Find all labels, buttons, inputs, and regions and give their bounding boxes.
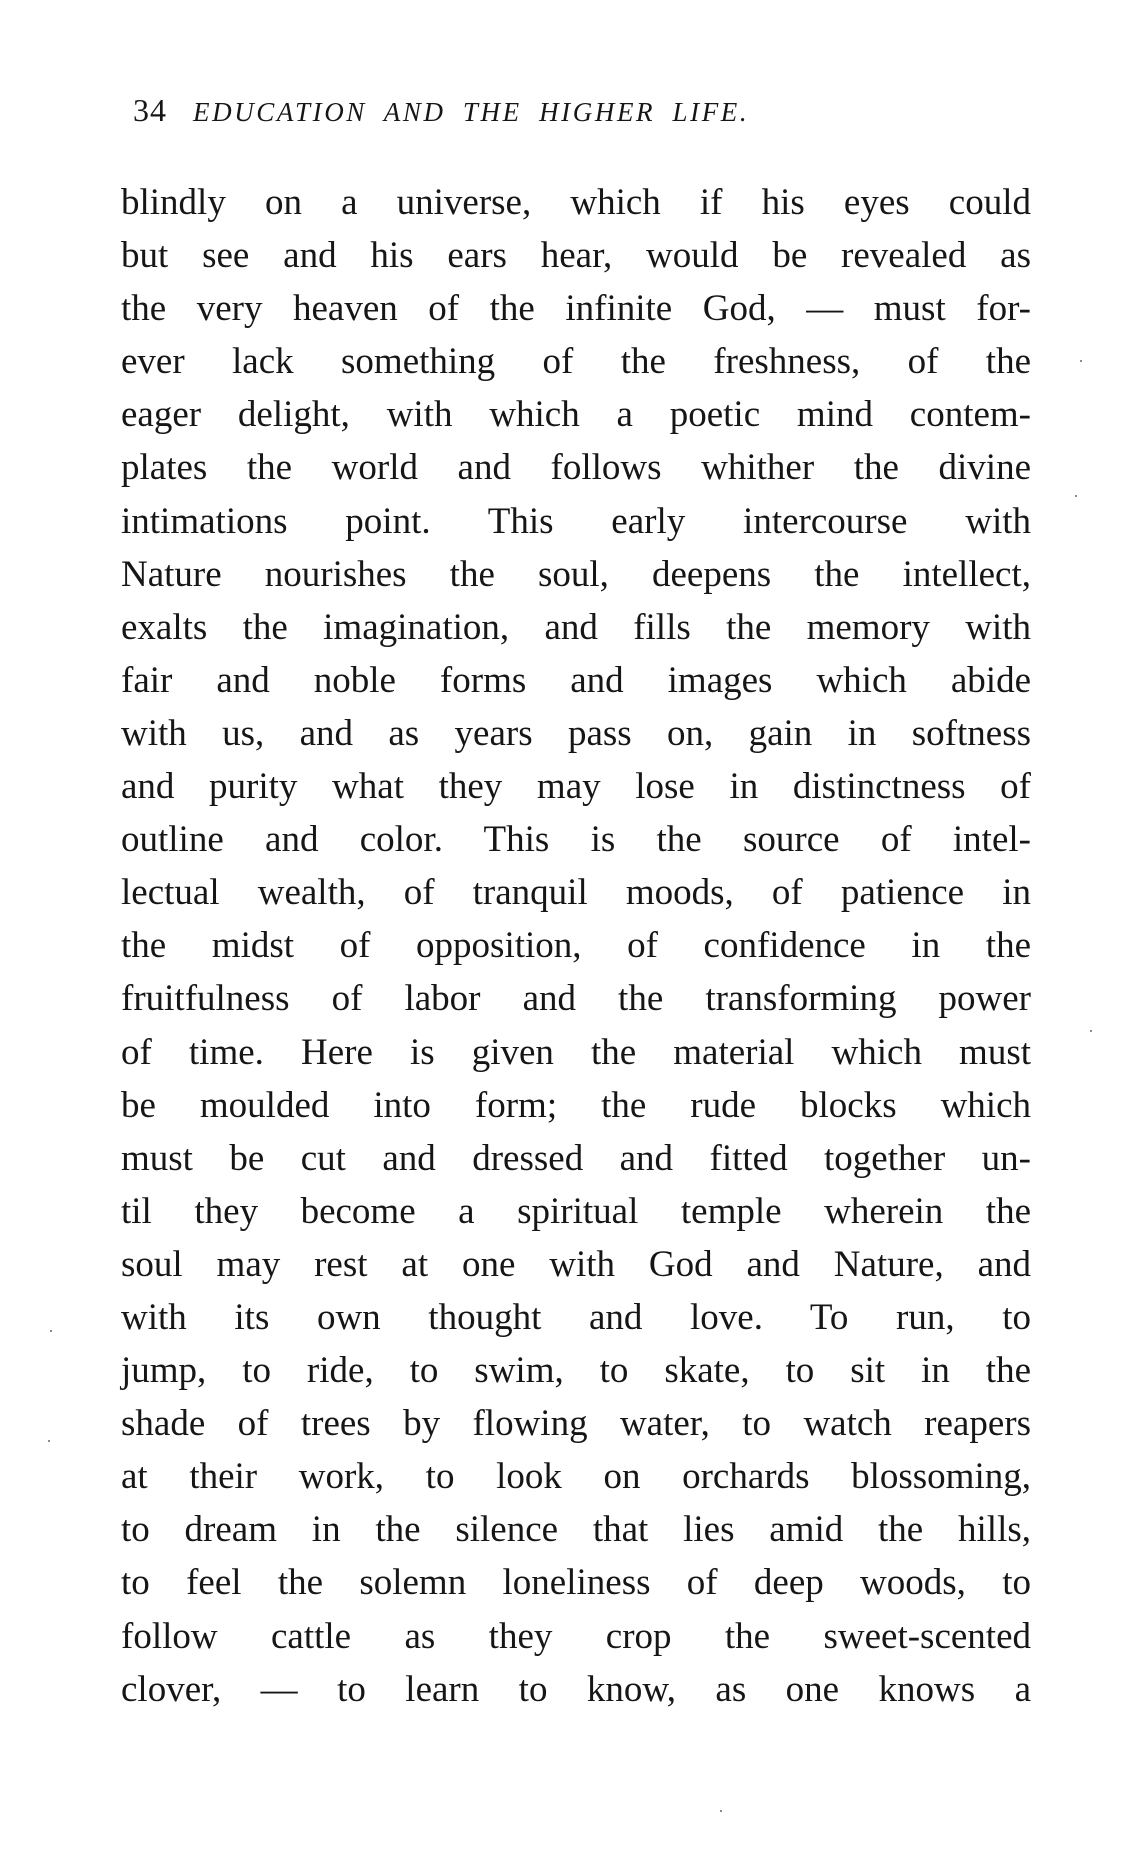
text-line: the very heaven of the infinite God, — must for- — [121, 288, 1031, 330]
text-line: follow cattle as they crop the sweet-scented — [121, 1615, 1031, 1657]
running-head — [133, 92, 913, 132]
text-line: at their work, to look on orchards blossoming, — [121, 1456, 1031, 1498]
text-line: ever lack something of the freshness, of the — [121, 341, 1031, 383]
text-line: exalts the imagination, and fills the memory with — [121, 606, 1031, 648]
text-line: to dream in the silence that lies amid the hills, — [121, 1509, 1031, 1551]
text-line: to feel the solemn loneliness of deep woods, to — [121, 1562, 1031, 1604]
text-line: with us, and as years pass on, gain in softness — [121, 712, 1031, 754]
text-line: be moulded into form; the rude blocks which — [121, 1084, 1031, 1126]
text-line: fruitfulness of labor and the transforming power — [121, 978, 1031, 1020]
text-line: but see and his ears hear, would be revealed as — [121, 235, 1031, 277]
text-line: til they become a spiritual temple wherein the — [121, 1190, 1031, 1232]
text-line: and purity what they may lose in distinctness of — [121, 766, 1031, 808]
text-line: plates the world and follows whither the divine — [121, 447, 1031, 489]
text-line: of time. Here is given the material which must — [121, 1031, 1031, 1073]
text-line: jump, to ride, to swim, to skate, to sit in the — [121, 1350, 1031, 1392]
text-line: shade of trees by flowing water, to watch reapers — [121, 1403, 1031, 1445]
text-line: lectual wealth, of tranquil moods, of patience in — [121, 872, 1031, 914]
scan-speck — [720, 1810, 722, 1812]
text-line: outline and color. This is the source of intel- — [121, 819, 1031, 861]
scan-speck — [1075, 495, 1077, 497]
scan-speck — [50, 1330, 52, 1332]
text-line: eager delight, with which a poetic mind contem- — [121, 394, 1031, 436]
scan-speck — [48, 1440, 50, 1442]
text-line: Nature nourishes the soul, deepens the intellect, — [121, 553, 1031, 595]
text-line: clover, — to learn to know, as one knows a — [121, 1668, 1031, 1710]
body-text — [121, 176, 1031, 1716]
text-line: soul may rest at one with God and Nature, and — [121, 1243, 1031, 1285]
text-line: with its own thought and love. To run, to — [121, 1296, 1031, 1338]
text-line: intimations point. This early intercourse with — [121, 500, 1031, 542]
text-line: blindly on a universe, which if his eyes could — [121, 182, 1031, 223]
running-title: EDUCATION AND THE HIGHER LIFE. — [193, 97, 750, 127]
scan-speck — [1080, 360, 1082, 362]
scan-speck — [1090, 1030, 1092, 1032]
text-line: fair and noble forms and images which abide — [121, 659, 1031, 701]
text-line: must be cut and dressed and fitted together un- — [121, 1137, 1031, 1179]
page-number: 34 — [133, 92, 167, 128]
text-line: the midst of opposition, of confidence in the — [121, 925, 1031, 967]
